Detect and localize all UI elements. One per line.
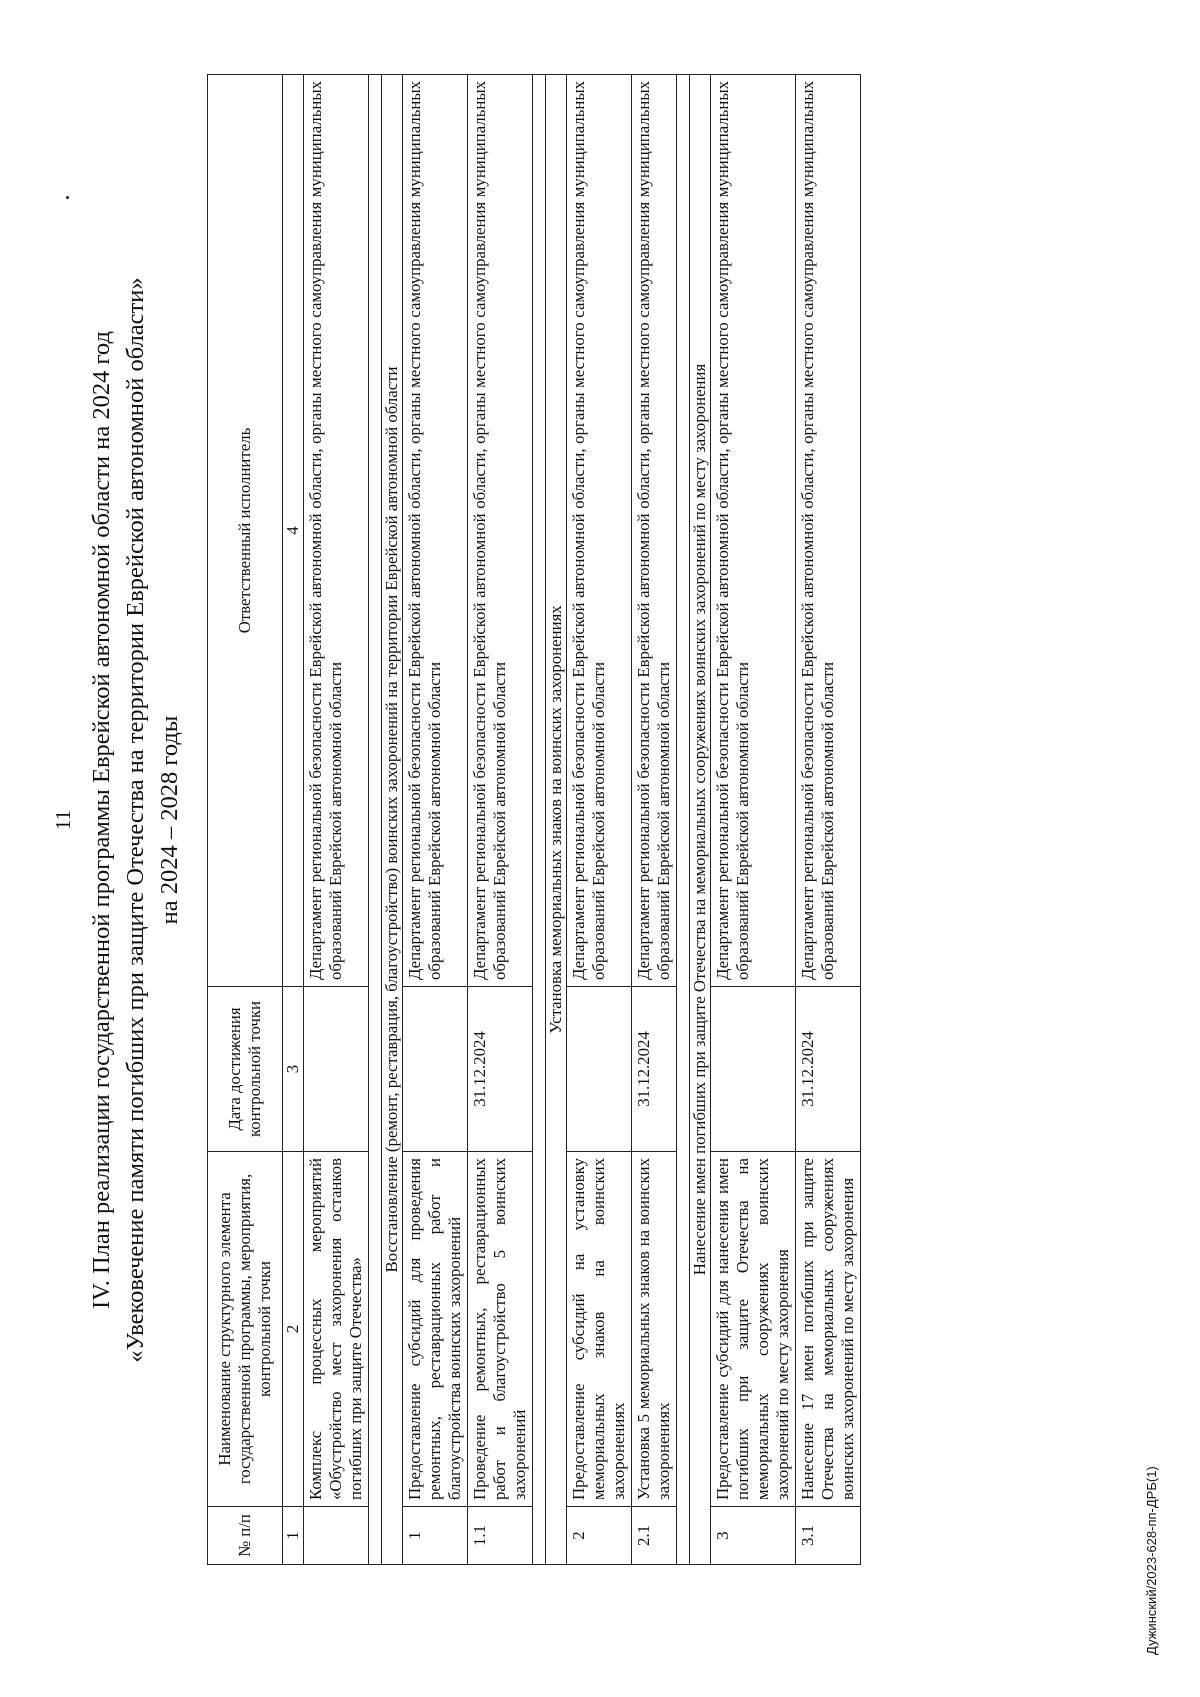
document-title <box>85 75 187 1565</box>
row-number: 3 <box>711 1507 796 1565</box>
title-line-1: IV. План реализации государственной программы Еврейской автономной области на 2024 год <box>88 331 115 1309</box>
row-responsible: Департамент региональной безопасности Еврейской автономной области, органы местного самоуправления муниципальных образований Еврейской автономной области <box>304 75 369 987</box>
row-name: Комплекс процессных мероприятий «Обустройство мест захоронения останков погибших при защите Отечества» <box>304 1152 369 1507</box>
table-row <box>796 75 861 1565</box>
title-line-2: «Увековечение памяти погибших при защите Отечества на территории Еврейской автономной области» <box>122 277 149 1363</box>
plan-table <box>207 74 861 1565</box>
row-date: 31.12.2024 <box>468 987 533 1152</box>
column-index: 2 <box>283 1152 304 1507</box>
document-reference: Дужинский/2023-628-пп-ДРБ(1) <box>1144 1466 1159 1655</box>
row-responsible: Департамент региональной безопасности Еврейской автономной области, органы местного самоуправления муниципальных образований Еврейской автономной области <box>403 75 468 987</box>
row-number: 3.1 <box>796 1507 861 1565</box>
rotated-document <box>35 75 1165 1565</box>
column-index: 3 <box>283 987 304 1152</box>
row-responsible: Департамент региональной безопасности Еврейской автономной области, органы местного самоуправления муниципальных образований Еврейской автономной области <box>711 75 796 987</box>
table-row <box>567 75 632 1565</box>
title-line-3: на 2024 – 2028 годы <box>156 715 183 925</box>
spacer-cell <box>533 75 546 1565</box>
table-row <box>403 75 468 1565</box>
row-responsible: Департамент региональной безопасности Еврейской автономной области, органы местного самоуправления муниципальных образований Еврейской автономной области <box>796 75 861 987</box>
row-date <box>711 987 796 1152</box>
row-date <box>304 987 369 1152</box>
table-row <box>632 75 677 1565</box>
spacer-row <box>677 75 690 1565</box>
row-number: 2 <box>567 1507 632 1565</box>
header-date: Дата достижения контрольной точки <box>208 987 283 1152</box>
row-name: Предоставление субсидий для нанесения имен погибших при защите Отечества на мемориальных сооружениях воинских захоронений по месту захоронения <box>711 1152 796 1507</box>
row-number <box>304 1507 369 1565</box>
section-row <box>382 75 403 1565</box>
column-index: 1 <box>283 1507 304 1565</box>
page-number: 11 <box>51 809 75 831</box>
spacer-cell <box>369 75 382 1565</box>
spacer-row <box>369 75 382 1565</box>
row-number: 1.1 <box>468 1507 533 1565</box>
header-responsible: Ответственный исполнитель <box>208 75 283 987</box>
table-row <box>304 75 369 1565</box>
row-responsible: Департамент региональной безопасности Еврейской автономной области, органы местного самоуправления муниципальных образований Еврейской автономной области <box>468 75 533 987</box>
header-num: № п/п <box>208 1507 283 1565</box>
section-heading: Восстановление (ремонт, реставрация, благоустройство) воинских захоронений на территории Еврейской автономной области <box>382 75 403 1565</box>
header-name: Наименование структурного элемента государственной программы, мероприятия, контрольной точки <box>208 1152 283 1507</box>
row-name: Нанесение 17 имен погибших при защите Отечества на мемориальных сооружениях воинских захоронений по месту захоронения <box>796 1152 861 1507</box>
row-responsible: Департамент региональной безопасности Еврейской автономной области, органы местного самоуправления муниципальных образований Еврейской автономной области <box>632 75 677 987</box>
column-index: 4 <box>283 75 304 987</box>
spacer-cell <box>677 75 690 1565</box>
row-name: Установка 5 мемориальных знаков на воинских захоронениях <box>632 1152 677 1507</box>
row-number: 2.1 <box>632 1507 677 1565</box>
section-row <box>690 75 711 1565</box>
section-heading: Нанесение имен погибших при защите Отечества на мемориальных сооружениях воинских захоронений по месту захоронения <box>690 75 711 1565</box>
row-date: 31.12.2024 <box>796 987 861 1152</box>
column-index-row <box>283 75 304 1565</box>
row-date <box>567 987 632 1152</box>
row-date: 31.12.2024 <box>632 987 677 1152</box>
spacer-row <box>533 75 546 1565</box>
row-responsible: Департамент региональной безопасности Еврейской автономной области, органы местного самоуправления муниципальных образований Еврейской автономной области <box>567 75 632 987</box>
table-header-row <box>208 75 283 1565</box>
table-row <box>468 75 533 1565</box>
row-number: 1 <box>403 1507 468 1565</box>
table-body <box>304 75 861 1565</box>
section-heading: Установка мемориальных знаков на воинских захоронениях <box>546 75 567 1565</box>
row-name: Предоставление субсидий на установку мемориальных знаков на воинских захоронениях <box>567 1152 632 1507</box>
row-name: Проведение ремонтных, реставрационных работ и благоустройство 5 воинских захоронений <box>468 1152 533 1507</box>
table-row <box>711 75 796 1565</box>
section-row <box>546 75 567 1565</box>
row-name: Предоставление субсидий для проведения ремонтных, реставрационных работ и благоустройства воинских захоронений <box>403 1152 468 1507</box>
row-date <box>403 987 468 1152</box>
